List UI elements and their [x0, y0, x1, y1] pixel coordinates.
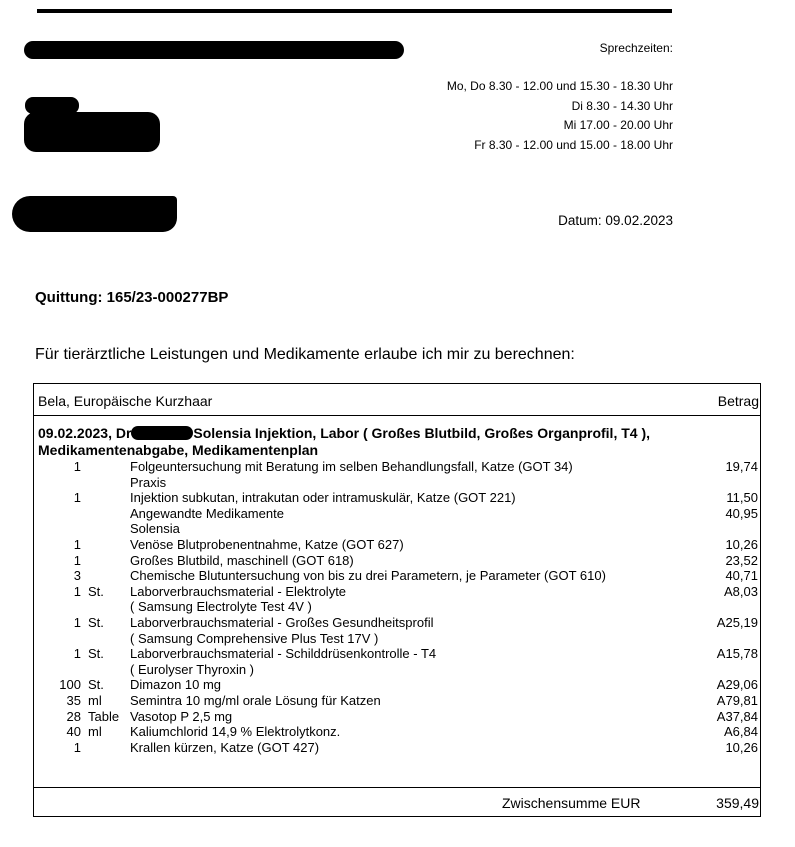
item-qty: 3 — [73, 568, 81, 584]
item-desc: ( Samsung Comprehensive Plus Test 17V ) — [130, 630, 379, 646]
item-amount: 40,71 — [725, 568, 758, 584]
item-qty: 1 — [73, 490, 81, 506]
redacted-address-2 — [24, 112, 160, 152]
subtotal-divider — [33, 787, 761, 788]
table-row — [38, 709, 760, 725]
visit-description: Solensia Injektion, Labor ( Großes Blutbild, Großes Organprofil, T4 ), — [193, 425, 651, 441]
table-row — [38, 724, 760, 740]
item-qty: 1 — [73, 739, 81, 755]
patient-name: Bela, Europäische Kurzhaar — [38, 393, 213, 409]
table-header-divider — [33, 415, 761, 416]
table-row — [38, 662, 760, 678]
item-desc: Injektion subkutan, intrakutan oder intramuskulär, Katze (GOT 221) — [130, 490, 516, 506]
item-qty: 1 — [73, 459, 81, 474]
table-row — [38, 584, 760, 600]
item-desc: Kaliumchlorid 14,9 % Elektrolytkonz. — [130, 724, 341, 740]
item-amount: A25,19 — [716, 614, 758, 630]
office-hours-line: Mi 17.00 - 20.00 Uhr — [563, 118, 673, 132]
item-desc: Solensia — [130, 521, 180, 537]
item-qty: 1 — [73, 614, 81, 630]
office-hours-line: Di 8.30 - 14.30 Uhr — [571, 98, 673, 113]
table-row — [38, 693, 760, 709]
table-row — [38, 521, 760, 537]
item-amount: A37,84 — [716, 708, 758, 724]
item-desc: Laborverbrauchsmaterial - Schilddrüsenkontrolle - T4 — [130, 646, 437, 662]
item-amount: 19,74 — [725, 459, 758, 474]
item-qty: 35 — [66, 692, 81, 708]
item-amount: A29,06 — [716, 677, 758, 693]
table-row — [38, 475, 760, 491]
item-desc: ( Samsung Electrolyte Test 4V ) — [130, 599, 312, 615]
item-qty: 1 — [73, 646, 81, 662]
item-desc: Laborverbrauchsmaterial - Elektrolyte — [130, 583, 347, 599]
table-row — [38, 537, 760, 553]
item-unit: St. — [88, 614, 104, 630]
item-amount: 23,52 — [725, 552, 758, 568]
redacted-clinic-name — [24, 41, 404, 59]
item-qty: 1 — [73, 583, 81, 599]
item-desc: Folgeuntersuchung mit Beratung im selben Behandlungsfall, Katze (GOT 34) — [130, 459, 573, 474]
item-unit: St. — [88, 583, 104, 599]
line-items — [38, 459, 760, 755]
item-qty: 100 — [59, 677, 81, 693]
visit-date-doctor: 09.02.2023, Dr — [38, 425, 132, 441]
table-row — [38, 490, 760, 506]
table-row — [38, 506, 760, 522]
visit-description-line2: Medikamentenabgabe, Medikamentenplan — [38, 442, 319, 458]
item-amount: 40,95 — [725, 505, 758, 521]
amount-column-header: Betrag — [717, 393, 759, 409]
subtotal-value: 359,49 — [716, 795, 759, 811]
office-hours-line: Mo, Do 8.30 - 12.00 und 15.30 - 18.30 Uhr — [446, 79, 673, 93]
item-desc: Laborverbrauchsmaterial - Großes Gesundheitsprofil — [130, 614, 434, 630]
item-desc: Semintra 10 mg/ml orale Lösung für Katzen — [130, 692, 381, 708]
redacted-recipient — [12, 196, 177, 232]
item-amount: A15,78 — [716, 646, 758, 662]
invoice-date: Datum: 09.02.2023 — [558, 213, 673, 228]
item-amount: A8,03 — [724, 583, 758, 599]
office-hours — [447, 77, 673, 155]
table-row — [38, 646, 760, 662]
item-qty: 40 — [66, 724, 81, 740]
item-amount: A6,84 — [724, 724, 758, 740]
item-unit: St. — [88, 677, 104, 693]
table-row — [38, 599, 760, 615]
item-desc: ( Eurolyser Thyroxin ) — [130, 661, 255, 677]
item-desc: Venöse Blutprobenentnahme, Katze (GOT 627) — [130, 536, 404, 552]
item-qty: 1 — [73, 552, 81, 568]
table-row — [38, 553, 760, 569]
item-desc: Vasotop P 2,5 mg — [130, 708, 233, 724]
table-bottom-rule — [33, 816, 761, 817]
receipt-title: Quittung: 165/23-000277BP — [35, 289, 229, 306]
item-unit: St. — [88, 646, 104, 662]
table-row — [38, 677, 760, 693]
item-unit: Table — [88, 708, 120, 724]
item-unit: ml — [88, 692, 102, 708]
table-row — [38, 615, 760, 631]
item-desc: Dimazon 10 mg — [130, 677, 222, 693]
item-desc: Angewandte Medikamente — [130, 505, 284, 521]
table-row — [38, 740, 760, 756]
office-hours-line: Fr 8.30 - 12.00 und 15.00 - 18.00 Uhr — [474, 137, 673, 152]
table-row — [38, 631, 760, 647]
item-desc: Krallen kürzen, Katze (GOT 427) — [130, 739, 320, 755]
table-row — [38, 459, 760, 475]
visit-summary — [38, 425, 728, 459]
subtotal-label: Zwischensumme EUR — [502, 795, 641, 811]
redacted-doctor-name — [131, 426, 193, 440]
office-hours-label: Sprechzeiten: — [599, 41, 673, 55]
item-desc: Praxis — [130, 474, 167, 490]
item-amount: 11,50 — [726, 490, 758, 506]
item-unit: ml — [88, 724, 102, 740]
item-qty: 28 — [66, 708, 81, 724]
item-qty: 1 — [73, 536, 81, 552]
item-desc: Großes Blutbild, maschinell (GOT 618) — [130, 552, 354, 568]
item-amount: 10,26 — [725, 739, 758, 755]
item-desc: Chemische Blutuntersuchung von bis zu drei Parametern, je Parameter (GOT 610) — [130, 568, 606, 584]
intro-text: Für tierärztliche Leistungen und Medikamente erlaube ich mir zu berechnen: — [35, 346, 575, 363]
item-amount: 10,26 — [725, 536, 758, 552]
item-amount: A79,81 — [716, 692, 758, 708]
table-row — [38, 568, 760, 584]
top-rule — [37, 9, 672, 13]
